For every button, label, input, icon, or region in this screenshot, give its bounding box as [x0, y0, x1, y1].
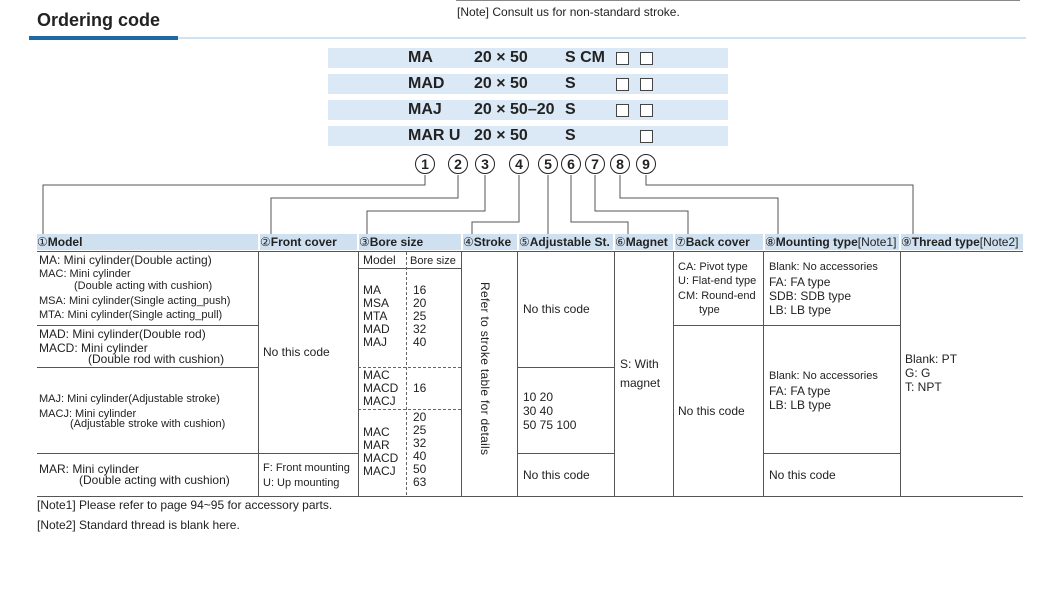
- back-cover-ca: CA: Pivot type: [678, 261, 748, 273]
- mounting-g2-blank: Blank: No accessories: [769, 370, 878, 382]
- row-divider: [37, 325, 258, 326]
- mounting-g2-lb: LB: LB type: [769, 398, 832, 412]
- col-divider: [258, 251, 259, 496]
- mounting-g1-sdb: SDB: SDB type: [769, 289, 852, 303]
- bore-g1-sizes: 16 20 25 32 40: [413, 283, 427, 349]
- adjustable-none-1: No this code: [523, 302, 590, 316]
- bore-dash-col: [406, 252, 407, 495]
- header-magnet: ⑥Magnet: [615, 234, 673, 250]
- col-divider: [461, 251, 462, 496]
- row-divider: [763, 453, 900, 454]
- code-bore: 20 × 50: [474, 49, 528, 66]
- back-cover-none: No this code: [678, 404, 745, 418]
- code-bore: 20 × 50: [474, 127, 528, 144]
- bore-g3-sizes: 20 25 32 40 50 63: [413, 410, 427, 489]
- bore-col-model: Model: [363, 253, 396, 267]
- back-cover-u: U: Flat-end type: [678, 275, 757, 287]
- bore-g1-models: MA MSA MTA MAD MAJ: [363, 283, 390, 349]
- stroke-note: Refer to stroke table for details: [478, 282, 492, 456]
- bore-subheader-rule: [358, 268, 461, 269]
- thread-g: G: G: [905, 366, 931, 380]
- thread-npt: T: NPT: [905, 380, 942, 394]
- page-title: Ordering code: [37, 10, 161, 30]
- adjustable-val-3: 50 75 100: [523, 418, 577, 432]
- col-divider: [763, 251, 764, 496]
- model-mar-desc: (Double acting with cushion): [79, 473, 230, 487]
- header-adjustable: ⑤Adjustable St.: [519, 234, 613, 250]
- position-number-6: 6: [561, 154, 581, 174]
- bore-col-size: Bore size: [410, 255, 456, 267]
- position-number-3: 3: [475, 154, 495, 174]
- row-divider: [763, 325, 900, 326]
- mounting-g1-lb: LB: LB type: [769, 303, 832, 317]
- position-number-9: 9: [636, 154, 656, 174]
- mounting-none: No this code: [769, 468, 836, 482]
- model-mar: MAR: Mini cylinder: [39, 462, 140, 476]
- note-1: [Note1] Please refer to page 94~95 for accessory parts.: [37, 498, 333, 512]
- bore-dash-divider: [358, 409, 461, 410]
- row-divider: [37, 453, 258, 454]
- front-cover-u: U: Up mounting: [263, 477, 340, 489]
- table-top-rule: [37, 251, 1023, 252]
- back-cover-cm: CM: Round-end: [678, 290, 756, 302]
- code-extra: S: [565, 101, 576, 118]
- header-mounting: ⑧Mounting type[Note1]: [765, 234, 899, 250]
- model-macd-desc: (Double rod with cushion): [88, 352, 225, 366]
- col-divider: [900, 251, 901, 496]
- position-number-2: 2: [448, 154, 468, 174]
- adjustable-val-2: 30 40: [523, 404, 554, 418]
- model-mac-desc: (Double acting with cushion): [74, 280, 213, 292]
- code-extra: S CM: [565, 49, 605, 66]
- code-model: MAJ: [408, 101, 442, 118]
- header-front-cover: ②Front cover: [260, 234, 357, 250]
- thread-pt: Blank: PT: [905, 352, 958, 366]
- position-number-8: 8: [610, 154, 630, 174]
- model-macj-desc: (Adjustable stroke with cushion): [70, 418, 226, 430]
- bore-g2-size: 16: [413, 381, 427, 395]
- model-mad: MAD: Mini cylinder(Double rod): [39, 327, 206, 341]
- row-divider: [37, 367, 258, 368]
- model-mta: MTA: Mini cylinder(Single acting_pull): [39, 309, 223, 321]
- magnet-line-2: magnet: [620, 376, 661, 390]
- adjustable-none-2: No this code: [523, 468, 590, 482]
- col-divider: [673, 251, 674, 496]
- front-cover-none: No this code: [263, 345, 330, 359]
- code-bore: 20 × 50–20: [474, 101, 555, 118]
- header-thread: ⑨Thread type[Note2]: [901, 234, 1023, 250]
- model-mac: MAC: Mini cylinder: [39, 268, 131, 280]
- front-cover-f: F: Front mounting: [263, 462, 350, 474]
- row-divider: [517, 367, 614, 368]
- position-number-5: 5: [538, 154, 558, 174]
- table-bottom-rule: [37, 496, 1023, 497]
- model-ma: MA: Mini cylinder(Double acting): [39, 253, 212, 267]
- model-msa: MSA: Mini cylinder(Single acting_push): [39, 295, 231, 307]
- position-number-1: 1: [415, 154, 435, 174]
- code-model: MA: [408, 49, 433, 66]
- note-2: [Note2] Standard thread is blank here.: [37, 518, 240, 532]
- code-extra: S: [565, 127, 576, 144]
- row-divider: [673, 325, 763, 326]
- code-bore: 20 × 50: [474, 75, 528, 92]
- row-divider: [517, 453, 614, 454]
- mounting-g1-fa: FA: FA type: [769, 275, 831, 289]
- back-cover-cm-2: type: [699, 304, 720, 316]
- bore-g3-models: MAC MAR MACD MACJ: [363, 425, 399, 478]
- col-divider: [614, 251, 615, 496]
- header-stroke: ④Stroke: [463, 234, 517, 250]
- bore-g2-models: MAC MACD MACJ: [363, 368, 399, 408]
- position-number-4: 4: [509, 154, 529, 174]
- model-macj: MACJ: Mini cylinder: [39, 408, 137, 420]
- model-macd: MACD: Mini cylinder: [39, 341, 148, 355]
- col-divider: [358, 251, 359, 496]
- code-model: MAR U: [408, 127, 461, 144]
- adjustable-val-1: 10 20: [523, 390, 554, 404]
- model-maj: MAJ: Mini cylinder(Adjustable stroke): [39, 393, 220, 405]
- code-model: MAD: [408, 75, 445, 92]
- row-divider: [258, 453, 358, 454]
- header-back-cover: ⑦Back cover: [675, 234, 763, 250]
- header-model: ①Model: [37, 234, 258, 250]
- col-divider: [517, 251, 518, 496]
- header-bore-size: ③Bore size: [359, 234, 461, 250]
- magnet-line-1: S: With: [620, 357, 659, 371]
- mounting-g1-blank: Blank: No accessories: [769, 261, 878, 273]
- position-number-7: 7: [585, 154, 605, 174]
- mounting-g2-fa: FA: FA type: [769, 384, 831, 398]
- top-note: [Note] Consult us for non-standard stroke.: [457, 5, 680, 19]
- code-extra: S: [565, 75, 576, 92]
